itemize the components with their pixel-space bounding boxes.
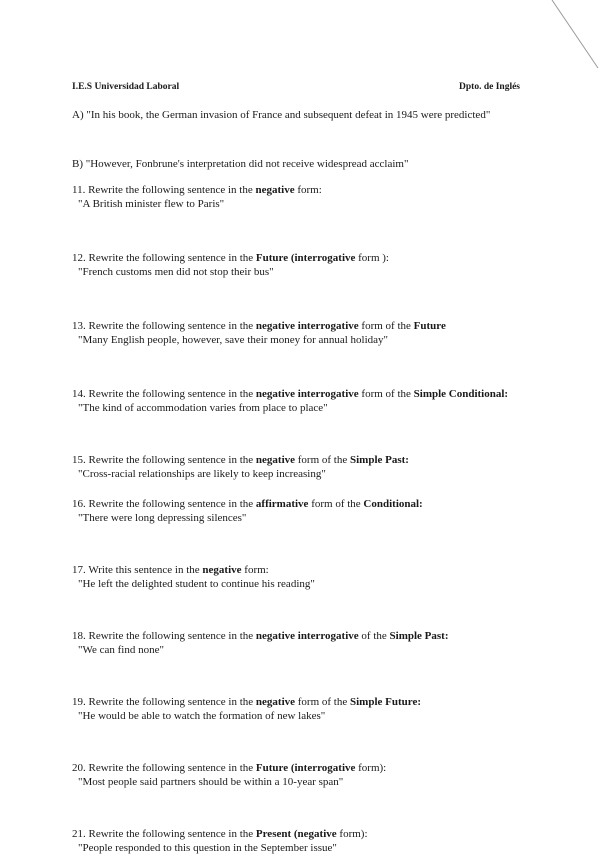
exercise-item — [72, 629, 522, 657]
statement-b: B) "However, Fonbrune's interpretation did not receive widespread acclaim" — [72, 158, 409, 170]
exercise-sentence: "Many English people, however, save their money for annual holiday" — [78, 334, 389, 346]
exercise-item — [72, 387, 522, 415]
exercise-item — [72, 761, 522, 789]
exercise-sentence: "Most people said partners should be within a 10-year span" — [78, 776, 344, 788]
exercise-sentence: "People responded to this question in the September issue" — [78, 842, 337, 854]
school-name: I.E.S Universidad Laboral — [72, 82, 180, 92]
exercise-item — [72, 827, 522, 855]
exercise-instruction: 17. Write this sentence in the negative form: — [72, 564, 269, 576]
exercise-instruction: 13. Rewrite the following sentence in the negative interrogative form of the Future — [72, 320, 446, 332]
exercise-sentence: "French customs men did not stop their bus" — [78, 266, 274, 278]
exercise-item — [72, 563, 522, 591]
exercise-instruction: 14. Rewrite the following sentence in the negative interrogative form of the Simple Conditional: — [72, 388, 509, 400]
exercise-item — [72, 497, 522, 525]
exercise-sentence: "A British minister flew to Paris" — [78, 198, 225, 210]
exercise-item — [72, 183, 522, 211]
exercise-list — [72, 108, 522, 855]
exercise-instruction: 12. Rewrite the following sentence in the Future (interrogative form ): — [72, 252, 389, 264]
exercise-sentence: "We can find none" — [78, 644, 164, 656]
exercise-sentence: "The kind of accommodation varies from place to place" — [78, 402, 328, 414]
exercise-instruction: 15. Rewrite the following sentence in the negative form of the Simple Past: — [72, 454, 409, 466]
exercise-instruction: 20. Rewrite the following sentence in the Future (interrogative form): — [72, 762, 387, 774]
department-name: Dpto. de Inglés — [459, 82, 520, 92]
exercise-sentence: "He left the delighted student to continue his reading" — [78, 578, 315, 590]
statement-a: A) "In his book, the German invasion of France and subsequent defeat in 1945 were predicted" — [72, 109, 491, 121]
exercise-instruction: 11. Rewrite the following sentence in the negative form: — [72, 184, 322, 196]
exercise-sentence: "There were long depressing silences" — [78, 512, 247, 524]
exercise-sentence: "Cross-racial relationships are likely to keep increasing" — [78, 468, 326, 480]
exercise-item — [72, 695, 522, 723]
exercise-item — [72, 251, 522, 279]
exercise-item — [72, 453, 522, 481]
scan-edge-line — [540, 0, 600, 70]
page-header — [72, 82, 520, 96]
exercise-instruction: 21. Rewrite the following sentence in the Present (negative form): — [72, 828, 368, 840]
exercise-instruction: 18. Rewrite the following sentence in the negative interrogative of the Simple Past: — [72, 630, 449, 642]
exercise-instruction: 16. Rewrite the following sentence in the affirmative form of the Conditional: — [72, 498, 423, 510]
exercise-sentence: "He would be able to watch the formation of new lakes" — [78, 710, 326, 722]
exercise-instruction: 19. Rewrite the following sentence in the negative form of the Simple Future: — [72, 696, 421, 708]
exercise-item — [72, 319, 522, 347]
